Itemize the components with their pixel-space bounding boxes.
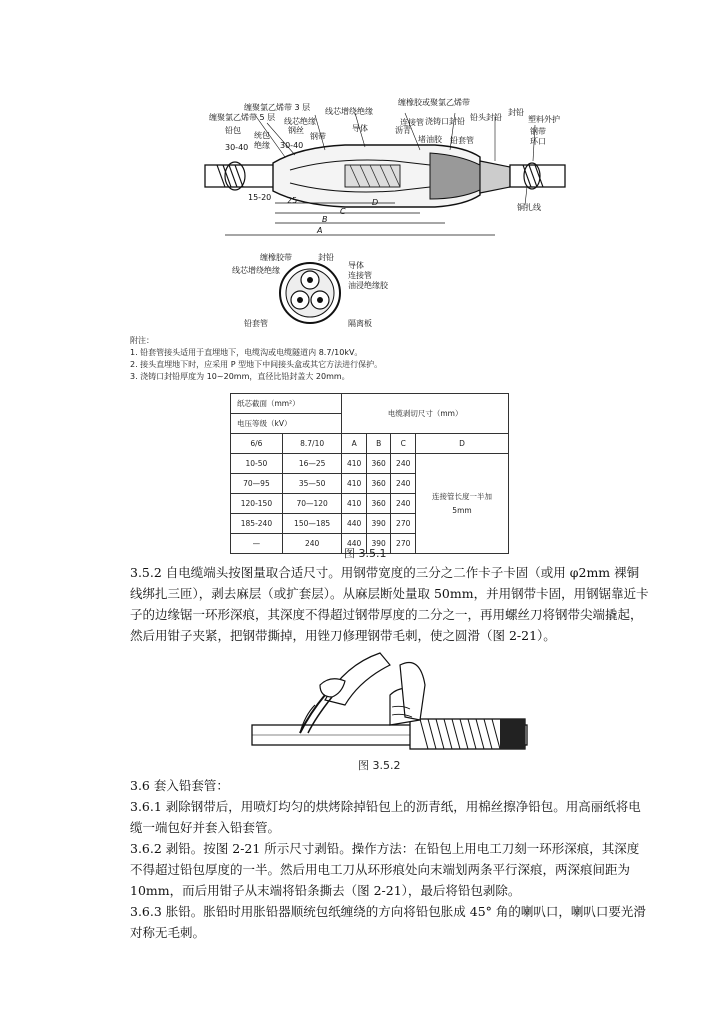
label-connector: 连接管	[400, 118, 424, 127]
label-conductor: 导体	[352, 124, 368, 133]
cross-section-diagram	[270, 258, 350, 328]
paragraph-3-6-2: 3.6.2 剥铅。按图 2-21 所示尺寸剥铅。操作方法：在铅包上用电工刀刻一环形深痕，其深度不得超过铅包厚度的一半。然后用电工刀从环形痕处向末端划两条平行深痕，两深痕间距为 10mm，而后用钳子从末端将铅条撕去（图 2-21），最后将铅包剥除。	[130, 841, 640, 898]
table-cell: 8.7/10	[282, 434, 342, 454]
dim-C: C	[340, 207, 346, 216]
table-cell: 410	[342, 494, 367, 514]
section-3-6-title: 3.6 套入铅套管：	[130, 778, 229, 793]
table-cell: 360	[366, 454, 391, 474]
table-cell: 440	[342, 514, 367, 534]
table-cell: D	[416, 434, 509, 454]
table-cell: 185-240	[231, 514, 283, 534]
table-cell: 6/6	[231, 434, 283, 454]
table-cell: 440	[342, 534, 367, 554]
label-oil-stop: 堵油胶	[418, 135, 442, 144]
table-cell: 240	[391, 454, 416, 474]
xs-label-lead-tube: 铅套管	[244, 319, 268, 328]
stripping-illustration	[250, 645, 532, 755]
table-cell: 16—25	[282, 454, 342, 474]
cross-section-drawing	[270, 258, 350, 328]
table-cell: 270	[391, 534, 416, 554]
table-cell: 150—185	[282, 514, 342, 534]
header-voltage: 电压等级（kV）	[231, 414, 342, 434]
dim-30-40-b: 30-40	[280, 141, 304, 150]
table-cell: 240	[391, 494, 416, 514]
table-subheader	[231, 434, 509, 454]
xs-label-conductor: 导体	[348, 261, 364, 270]
table-cell: 240	[391, 474, 416, 494]
label-wire: 钢丝	[288, 126, 304, 135]
label-ring-mouth: 环口	[530, 137, 546, 146]
table-cell: 120-150	[231, 494, 283, 514]
table-row	[231, 454, 509, 474]
table-cell: 390	[366, 514, 391, 534]
label-lead-tube: 铅套管	[450, 136, 474, 145]
xs-label-core-ins: 线芯增绕绝缘	[232, 266, 280, 275]
label-insulation: 绝缘	[254, 141, 270, 150]
label-steel-tape-2: 钢带	[530, 127, 546, 136]
header-area: 纸芯截面（mm²）	[231, 394, 342, 414]
label-seal: 封铅	[508, 108, 524, 117]
table-cell: 70—120	[282, 494, 342, 514]
dim-30-40-a: 30-40	[225, 143, 249, 152]
label-copper-wire: 铜扎线	[517, 203, 541, 212]
dim-B: B	[322, 215, 328, 224]
table-cell: 10-50	[231, 454, 283, 474]
note-1: 1. 铅套管接头适用于直埋地下，电缆沟或电缆隧道内 8.7/10kV。	[130, 348, 363, 357]
table-cell: —	[231, 534, 283, 554]
xs-label-connector: 连接管	[348, 271, 372, 280]
table-cell: 360	[366, 474, 391, 494]
xs-label-seal: 封铅	[318, 253, 334, 262]
stripping-drawing	[250, 645, 532, 755]
note-2: 2. 接头直埋地下时，应采用 P 型地下中间接头盒或其它方法进行保护。	[130, 360, 383, 369]
note-3: 3. 浇铸口封铅厚度为 10~20mm，直径比铅封盖大 20mm。	[130, 372, 350, 381]
xs-label-oil-ins: 油浸绝缘胶	[348, 281, 388, 290]
table-cell: 360	[366, 494, 391, 514]
header-size: 电缆剥切尺寸（mm）	[342, 394, 509, 434]
table-cell: 410	[342, 454, 367, 474]
figure-caption-2: 图 3.5.2	[358, 759, 401, 772]
table-cell: 270	[391, 514, 416, 534]
paragraph-3-5-2: 3.5.2 自电缆端头按图量取合适尺寸。用钢带宽度的三分之二作卡子卡固（或用 φ2mm 裸铜线绑扎三匝），剥去麻层（或扩套层）。从麻层断处量取 50mm，并用钢带卡固，用钢锯靠近卡子的边缘锯一环形深痕，其深度不得超过钢带厚度的二分之一，再用螺丝刀将钢带尖端撬起，然后用钳子夹紧，把钢带撕掉，用锉刀修理钢带毛刺，使之圆滑（图 2-21）。	[130, 565, 649, 643]
label-pour-seal: 浇铸口封铅	[425, 117, 465, 126]
label-plastic-cover: 塑料外护	[528, 115, 560, 124]
label-end-seal: 铅头封铅	[470, 113, 502, 122]
table-cell: C	[391, 434, 416, 454]
dim-15-20: 15-20	[248, 193, 272, 202]
label-core-insulation: 线芯增绕绝缘	[325, 107, 373, 116]
table-cell: 70—95	[231, 474, 283, 494]
label-tape-5: 缠聚氯乙烯带 5 层	[209, 113, 276, 122]
dim-A: A	[317, 226, 323, 235]
table-cell: 35—50	[282, 474, 342, 494]
xs-label-rubber: 缠橡胶带	[260, 253, 292, 262]
table-cell: 240	[282, 534, 342, 554]
paragraph-3-6-3: 3.6.3 胀铅。胀铅时用胀铅器顺统包纸缠绕的方向将铅包胀成 45° 角的喇叭口，喇叭口要光滑对称无毛刺。	[130, 904, 646, 940]
d-note-cell: 连接管长度一半加 5mm	[416, 454, 509, 554]
table-cell: 410	[342, 474, 367, 494]
xs-label-separator: 隔离板	[348, 319, 372, 328]
table-cell: 390	[366, 534, 391, 554]
label-asphalt: 沥青	[395, 126, 411, 135]
label-core-insulation-2: 线芯绝缘	[284, 117, 316, 126]
figure-caption-1: 图 3.5.1	[344, 547, 387, 560]
table-cell: B	[366, 434, 391, 454]
dimension-table	[230, 393, 509, 554]
paragraph-3-6-1: 3.6.1 剥除钢带后，用喷灯均匀的烘烤除掉铅包上的沥青纸，用棉丝擦净铅包。用高丽纸将电缆一端包好并套入铅套管。	[130, 799, 641, 835]
notes-title: 附注：	[130, 336, 154, 345]
dim-D: D	[372, 198, 379, 207]
label-belt: 统包	[254, 131, 270, 140]
label-rubber-tape: 缠橡胶或聚氯乙烯带	[398, 98, 470, 107]
dim-25: 25	[287, 196, 298, 205]
label-steel-tape: 钢带	[310, 132, 326, 141]
label-lead-sheath: 铅包	[225, 126, 241, 135]
label-tape-3: 缠聚氯乙烯带 3 层	[244, 103, 311, 112]
table-cell: A	[342, 434, 367, 454]
